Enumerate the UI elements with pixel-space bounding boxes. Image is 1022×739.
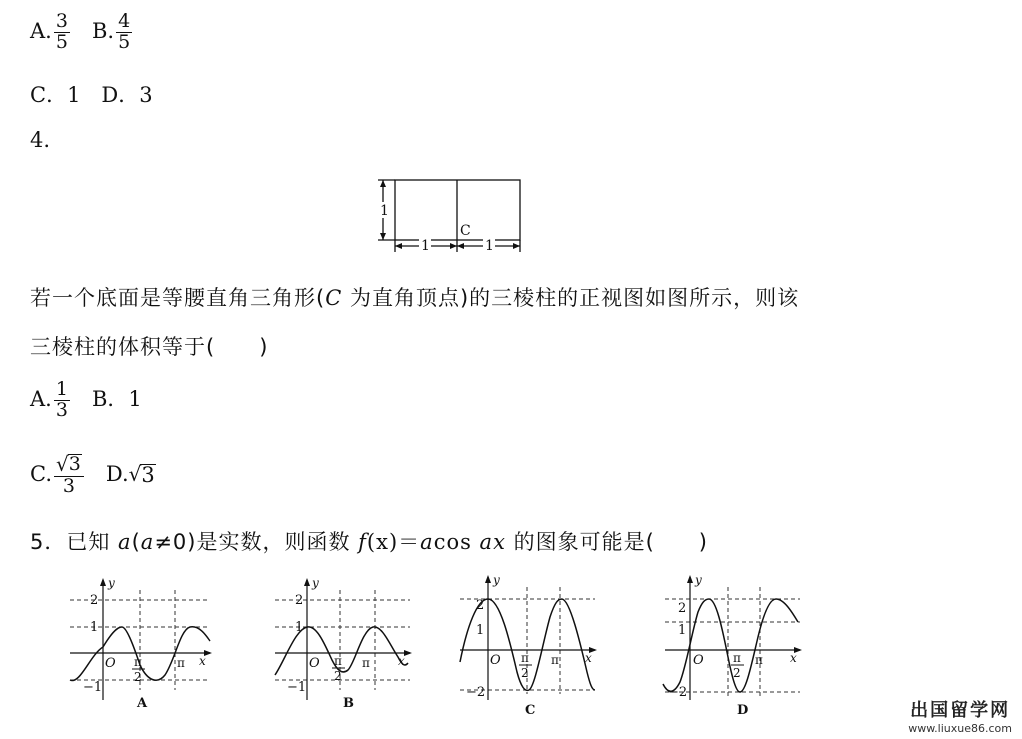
q4-d-radicand: 3 <box>141 462 155 487</box>
q4-option-d-label: D. <box>105 461 129 486</box>
q4-option-d-sqrt: √ 3 <box>128 461 155 487</box>
graph-d-tick-2: 2 <box>678 601 687 616</box>
graph-b-tick-2: 2 <box>295 593 304 608</box>
graph-b-label: B <box>343 696 354 711</box>
q3-b-numerator: 4 <box>118 10 131 32</box>
graph-d-tick-pi2-den: 2 <box>733 666 741 680</box>
q4-c-numerator: √ 3 <box>54 454 84 477</box>
graph-a-origin: O <box>105 656 116 671</box>
graph-c-tick-1: 1 <box>476 623 485 638</box>
graph-b <box>270 575 420 715</box>
point-c-label: C <box>460 223 471 239</box>
q3-a-denominator: 5 <box>55 30 68 53</box>
graph-b-tick-pi2-num: π <box>334 654 342 668</box>
q4-options-cd <box>30 454 156 497</box>
q5-arg-a: a <box>479 530 494 554</box>
graph-c-tick-2: 2 <box>476 598 485 613</box>
graph-c <box>455 572 605 717</box>
watermark-title: 出国留学网 <box>910 700 1011 721</box>
q3-option-b-label: B. <box>91 18 115 43</box>
graph-a-tick-pi2-den: 2 <box>134 670 142 684</box>
graph-a-x-label: x <box>199 654 206 668</box>
q3-b-denominator: 5 <box>118 30 131 53</box>
graph-d <box>660 572 810 717</box>
graph-c-y-label: y <box>493 573 500 587</box>
graph-b-y-label: y <box>312 576 319 590</box>
graph-d-label: D <box>737 703 749 718</box>
graph-d-y-label: y <box>695 573 702 587</box>
q4-stem-c: C <box>325 286 343 310</box>
q5-coef-a: a <box>420 530 434 554</box>
q4-option-b: B．1 <box>91 386 142 411</box>
q4-c-radicand: 3 <box>68 453 81 475</box>
graph-c-x-label: x <box>585 651 592 665</box>
q4-stem-line2: 三棱柱的体积等于( ) <box>30 335 269 359</box>
graph-d-origin: O <box>693 653 704 668</box>
q5-equals: ＝ <box>398 530 421 554</box>
graph-d-x-label: x <box>790 651 797 665</box>
q4-option-a-label: A. <box>30 386 52 411</box>
watermark <box>908 696 1012 735</box>
graph-a-tick-pi2-num: π <box>134 655 142 669</box>
q5-func-f: f <box>358 530 367 554</box>
graph-c-label: C <box>525 703 536 718</box>
q4-c-denominator: 3 <box>62 474 75 497</box>
q4-stem-line1 <box>30 288 799 309</box>
q3-option-b-fraction <box>116 12 132 53</box>
graph-a-tick-neg1: −1 <box>83 680 103 695</box>
q5-var-a: a <box>118 530 132 554</box>
q4-stem-part2: 为直角顶点)的三棱柱的正视图如图所示，则该 <box>342 286 800 310</box>
graph-c-tick-pi2-den: 2 <box>521 666 529 680</box>
q5-condition: ≠0)是实数，则函数 <box>154 530 359 554</box>
graph-d-tick-pi2-num: π <box>733 651 741 665</box>
graph-c-tick-pi: π <box>551 653 559 667</box>
graph-d-tick-pi: π <box>755 653 763 667</box>
q4-a-numerator: 1 <box>55 378 68 400</box>
graph-a-tick-1: 1 <box>90 620 99 635</box>
q4-number: 4. <box>30 128 51 152</box>
q4-option-a-fraction <box>54 380 70 421</box>
q3-options-cd: C．1 D．3 <box>30 83 153 107</box>
graph-b-tick-neg1: −1 <box>287 680 307 695</box>
q4-option-c-label: C. <box>30 461 52 486</box>
q3-option-a-fraction <box>54 12 70 53</box>
q5-func-arg: (x) <box>366 530 399 554</box>
q5-arg-x: x <box>493 530 506 554</box>
graph-b-tick-pi: π <box>362 656 370 670</box>
graph-d-tick-1: 1 <box>678 623 687 638</box>
graph-b-tick-pi2-den: 2 <box>334 669 342 683</box>
graph-a-tick-pi: π <box>177 656 185 670</box>
graph-b-origin: O <box>309 656 320 671</box>
graph-a-tick-2: 2 <box>90 593 99 608</box>
graph-a <box>65 575 215 715</box>
q5-number: 5．已知 <box>30 530 119 554</box>
graph-b-tick-1: 1 <box>295 620 304 635</box>
q5-cos: cos <box>433 530 480 554</box>
q4-stem-part1: 若一个底面是等腰直角三角形( <box>30 286 326 310</box>
q4-option-c-fraction <box>54 454 84 497</box>
q5-paren: ( <box>131 530 141 554</box>
height-label: 1 <box>380 203 389 219</box>
graph-b-x-label: x <box>398 654 405 668</box>
width-label-left: 1 <box>421 238 430 254</box>
graph-c-tick-pi2-num: π <box>521 651 529 665</box>
graph-d-tick-neg2: −2 <box>668 685 688 700</box>
q4-front-view-figure <box>375 172 535 262</box>
q4-a-denominator: 3 <box>55 398 68 421</box>
q4-options-ab <box>30 380 142 421</box>
graph-a-y-label: y <box>108 576 115 590</box>
q3-options-ab <box>30 12 134 53</box>
q3-option-a-label: A. <box>30 18 52 43</box>
q3-a-numerator: 3 <box>55 10 68 32</box>
watermark-url: www.liuxue86.com <box>908 722 1012 735</box>
graph-a-label: A <box>137 696 148 711</box>
width-label-right: 1 <box>485 238 494 254</box>
q5-tail: 的图象可能是( ) <box>505 530 708 554</box>
q5-stem <box>30 532 708 553</box>
graph-c-origin: O <box>490 653 501 668</box>
graph-c-tick-neg2: −2 <box>466 685 486 700</box>
q5-var-a: a <box>140 530 155 554</box>
